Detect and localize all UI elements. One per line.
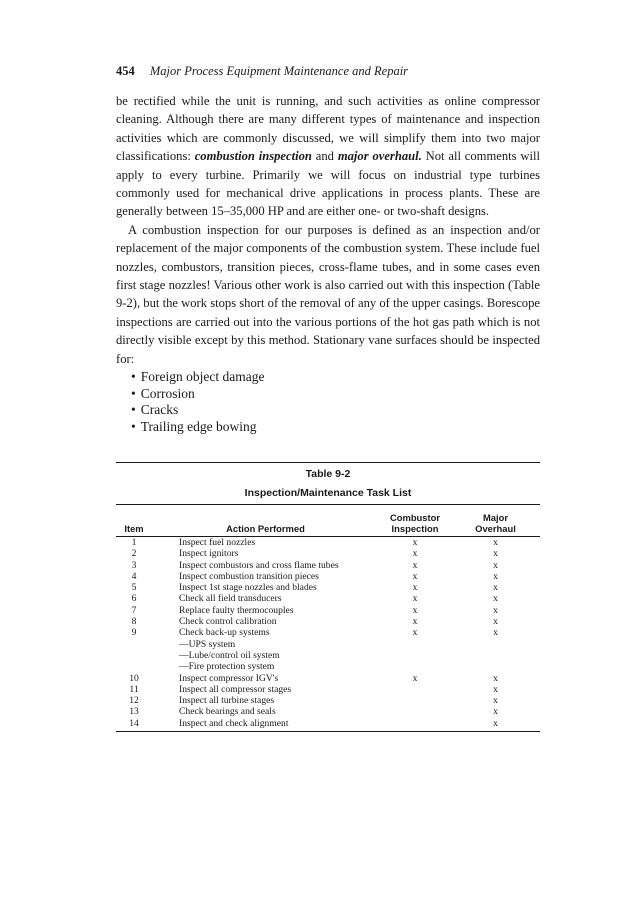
cell-action: Replace faulty thermocouples: [179, 604, 294, 616]
cell-major: x: [493, 627, 498, 639]
cell-action: Inspect 1st stage nozzles and blades: [179, 582, 317, 594]
table-row: [116, 605, 540, 616]
cell-item: 10: [129, 672, 139, 684]
cell-item: 4: [131, 570, 137, 582]
cell-major: x: [451, 718, 540, 732]
running-header: [116, 64, 536, 79]
cell-major: x: [493, 548, 498, 560]
cell-combustor: x: [412, 616, 418, 628]
col-header-action: Action Performed: [152, 511, 379, 537]
cell-action: Check bearings and seals: [179, 706, 276, 718]
bullet-item: • Cracks: [131, 402, 431, 419]
table-row: [116, 616, 540, 627]
cell-combustor: [379, 639, 451, 650]
cell-major: x: [493, 559, 498, 571]
cell-combustor: [379, 706, 451, 717]
term-combustion-inspection: combustion inspection: [194, 149, 312, 164]
cell-major: [451, 639, 540, 650]
cell-item: 3: [131, 559, 137, 571]
bullet-item: • Corrosion: [131, 386, 431, 403]
cell-action: Inspect fuel nozzles: [179, 537, 256, 548]
cell-major: x: [493, 570, 498, 582]
cell-major: x: [493, 537, 498, 548]
cell-combustor: [379, 650, 451, 661]
cell-major: x: [493, 593, 498, 605]
cell-combustor: x: [412, 593, 418, 605]
cell-combustor: x: [412, 604, 418, 616]
bullet-list: [131, 369, 431, 435]
cell-combustor: [379, 684, 451, 695]
cell-item: 12: [129, 695, 139, 707]
cell-item: [116, 639, 152, 650]
cell-combustor: [379, 695, 451, 706]
cell-item: 2: [131, 548, 137, 560]
table-row: [116, 593, 540, 604]
cell-action: —Fire protection system: [179, 661, 275, 673]
col-header-item: Item: [116, 511, 152, 537]
body-text: [116, 92, 540, 368]
term-major-overhaul: major overhaul.: [337, 149, 422, 164]
table-row: [116, 571, 540, 582]
cell-major: x: [493, 672, 498, 684]
table-header-row: [116, 511, 540, 537]
table-row: [116, 537, 540, 549]
cell-combustor: x: [412, 559, 418, 571]
table-row: [116, 706, 540, 717]
table-row: [116, 661, 540, 672]
cell-combustor: [379, 661, 451, 672]
cell-action: Check all field transducers: [179, 593, 282, 605]
cell-major: [451, 650, 540, 661]
table-row: [116, 639, 540, 650]
cell-major: x: [493, 706, 498, 718]
cell-item: 14: [116, 718, 152, 732]
cell-action: Inspect ignitors: [179, 548, 239, 560]
cell-item: 5: [131, 582, 137, 594]
cell-action: Check control calibration: [179, 616, 277, 628]
table-row: [116, 548, 540, 559]
cell-action: Inspect combustors and cross flame tubes: [179, 559, 339, 571]
bullet-item: • Foreign object damage: [131, 369, 431, 386]
cell-action: Inspect combustion transition pieces: [179, 570, 319, 582]
cell-combustor: x: [412, 582, 418, 594]
col-header-major: Major Overhaul: [451, 511, 540, 537]
table-body: [116, 537, 540, 732]
table-top-rule: [116, 462, 540, 463]
cell-item: 9: [131, 627, 137, 639]
paragraph-text: and: [311, 149, 338, 164]
running-title: Major Process Equipment Maintenance and Repair: [149, 64, 409, 78]
cell-combustor: [379, 718, 451, 732]
table-row: [116, 695, 540, 706]
cell-combustor: x: [412, 537, 418, 548]
task-table: [116, 511, 540, 732]
cell-item: 13: [129, 706, 139, 718]
cell-major: x: [493, 616, 498, 628]
table-block: [116, 462, 540, 732]
cell-major: x: [493, 582, 498, 594]
paragraph: A combustion inspection for our purposes is defined as an inspection and/or replacement of the major components of the combustion system. These include fuel nozzles, combustors, transition pieces, cross-flame tubes, and in some cases even first stage nozzles! Various other work is also carried out with this inspection (Table 9-2), but the work stops short of the removal of any of the upper casings. Borescope inspections are carried out into the various portions of the hot gas path which is not directly visible except by this method. Stationary vane surfaces should be inspected for:: [116, 222, 540, 366]
cell-major: x: [493, 683, 498, 695]
cell-item: 8: [131, 616, 137, 628]
table-row: [116, 684, 540, 695]
bullet-item: • Trailing edge bowing: [131, 419, 431, 436]
cell-action: —Lube/control oil system: [179, 649, 280, 661]
cell-major: x: [493, 695, 498, 707]
cell-major: x: [493, 604, 498, 616]
table-subtitle: Inspection/Maintenance Task List: [244, 486, 412, 499]
cell-major: [451, 661, 540, 672]
cell-combustor: x: [412, 627, 418, 639]
cell-combustor: x: [412, 570, 418, 582]
cell-item: [116, 661, 152, 672]
cell-action: —UPS system: [179, 638, 236, 650]
cell-action: Inspect compressor IGV's: [179, 672, 279, 684]
cell-action: Inspect and check alignment: [152, 718, 379, 732]
table-row: [116, 627, 540, 638]
cell-action: Check back-up systems: [179, 627, 270, 639]
cell-item: 1: [131, 537, 137, 548]
cell-action: Inspect all turbine stages: [179, 695, 275, 707]
cell-item: 11: [129, 683, 139, 695]
table-row: [116, 718, 540, 732]
cell-action: Inspect all compressor stages: [179, 683, 292, 695]
cell-item: 7: [131, 604, 137, 616]
table-row: [116, 582, 540, 593]
cell-combustor: x: [412, 548, 418, 560]
cell-combustor: x: [412, 672, 418, 684]
paragraph-text: be rectified while the unit is running, and such activities as online compressor cleaning. Although there are many different types of maintenance and inspection activities which are commonly discussed, we will simplify them into two major classifications:: [116, 94, 540, 164]
table-title: Table 9-2: [305, 468, 351, 480]
page-number: 454: [116, 64, 135, 78]
table-row: [116, 650, 540, 661]
table-title-rule: [116, 504, 540, 505]
paragraph-text: Not all comments will apply to every turbine. Primarily we will focus on industrial type turbines commonly used for mechanical drive applications in process plants. These are generally between 15–35,000 HP and are either one- or two-shaft designs.: [116, 149, 541, 219]
table-row: [116, 673, 540, 684]
table-row: [116, 560, 540, 571]
paragraph: [116, 92, 540, 221]
col-header-combustor: Combustor Inspection: [379, 511, 451, 537]
cell-item: [116, 650, 152, 661]
cell-item: 6: [131, 593, 137, 605]
